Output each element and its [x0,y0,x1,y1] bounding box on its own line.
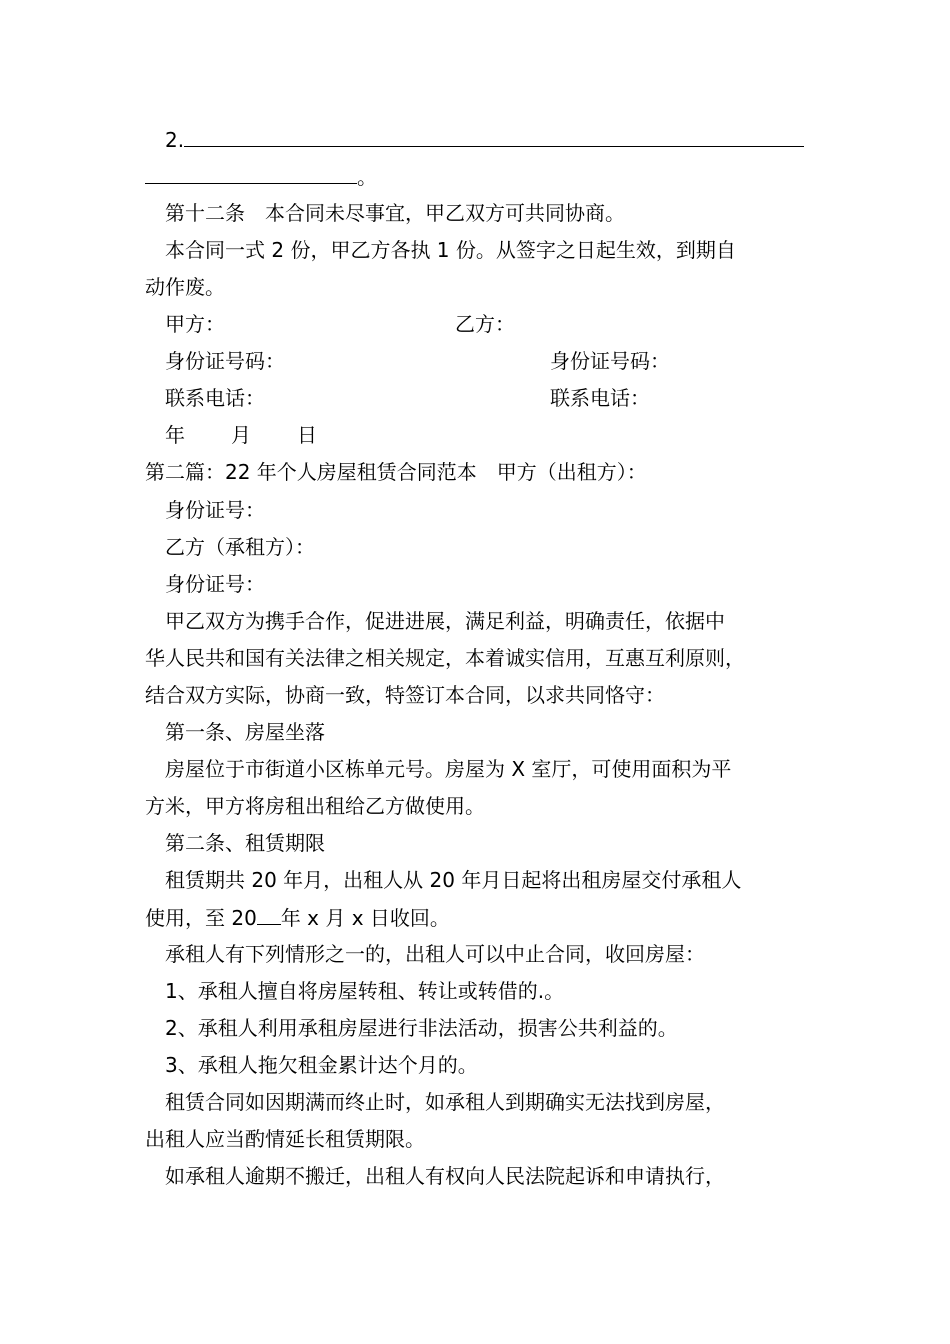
paragraph-copies: 本合同一式 2 份，甲乙方各执 1 份。从签字之日起生效，到期自 [165,238,736,262]
section-title-part-2: 第二篇：22 年个人房屋租赁合同范本 甲方（出租方）： [145,460,647,484]
fill-blank-line [257,904,281,925]
preamble-line-1: 甲乙双方为携手合作，促进进展，满足利益，明确责任，依据中 [165,609,725,633]
termination-item-3: 3、承租人拖欠租金累计达个月的。 [165,1053,478,1077]
date-day: 日 [297,423,317,447]
termination-item-1: 1、承租人擅自将房屋转租、转让或转借的.。 [165,979,565,1003]
clause-item-2-continuation [145,163,377,190]
lessor-id-label: 身份证号： [165,498,265,522]
preamble-line-3: 结合双方实际，协商一致，特签订本合同，以求共同恪守： [145,683,665,707]
party-a-label: 甲方： [165,312,225,336]
lessee-id-label: 身份证号： [165,572,265,596]
extension-line-2: 出租人应当酌情延长租赁期限。 [145,1127,425,1151]
article-1-line-1: 房屋位于市街道小区栋单元号。房屋为 X 室厅，可使用面积为平 [165,757,732,781]
termination-intro: 承租人有下列情形之一的，出租人可以中止合同，收回房屋： [165,942,705,966]
article-2-line-2 [145,904,450,931]
term-prefix: 使用，至 20 [145,906,257,930]
fill-blank-line [184,126,804,147]
preamble-line-2: 华人民共和国有关法律之相关规定，本着诚实信用，互惠互利原则， [145,646,745,670]
date-month: 月 [231,423,251,447]
party-b-label: 乙方： [455,312,515,336]
overdue-line-1: 如承租人逾期不搬迁，出租人有权向人民法院起诉和申请执行， [165,1164,725,1188]
article-2-title: 第二条、租赁期限 [165,831,325,855]
party-b-phone-label: 联系电话： [550,386,650,410]
date-year: 年 [165,423,185,447]
party-a-id-label: 身份证号码： [165,349,285,373]
term-suffix: 年 x 月 x 日收回。 [280,906,450,930]
fill-blank-line [145,163,357,184]
article-1-title: 第一条、房屋坐落 [165,720,325,744]
article-2-line-1: 租赁期共 20 年月，出租人从 20 年月日起将出租房屋交付承租人 [165,868,742,892]
period-mark: 。 [357,165,377,189]
date-line [165,422,317,448]
party-a-phone-label: 联系电话： [165,386,265,410]
extension-line-1: 租赁合同如因期满而终止时，如承租人到期确实无法找到房屋， [165,1090,725,1114]
paragraph-copies-cont: 动作废。 [145,275,225,299]
clause-item-2 [165,126,804,153]
lessee-label: 乙方（承租方）： [165,535,315,559]
termination-item-2: 2、承租人利用承租房屋进行非法活动，损害公共利益的。 [165,1016,678,1040]
article-12: 第十二条 本合同未尽事宜，甲乙双方可共同协商。 [165,201,625,225]
article-1-line-2: 方米，甲方将房租出租给乙方做使用。 [145,794,485,818]
party-b-id-label: 身份证号码： [550,349,670,373]
item-number: 2. [165,128,185,152]
